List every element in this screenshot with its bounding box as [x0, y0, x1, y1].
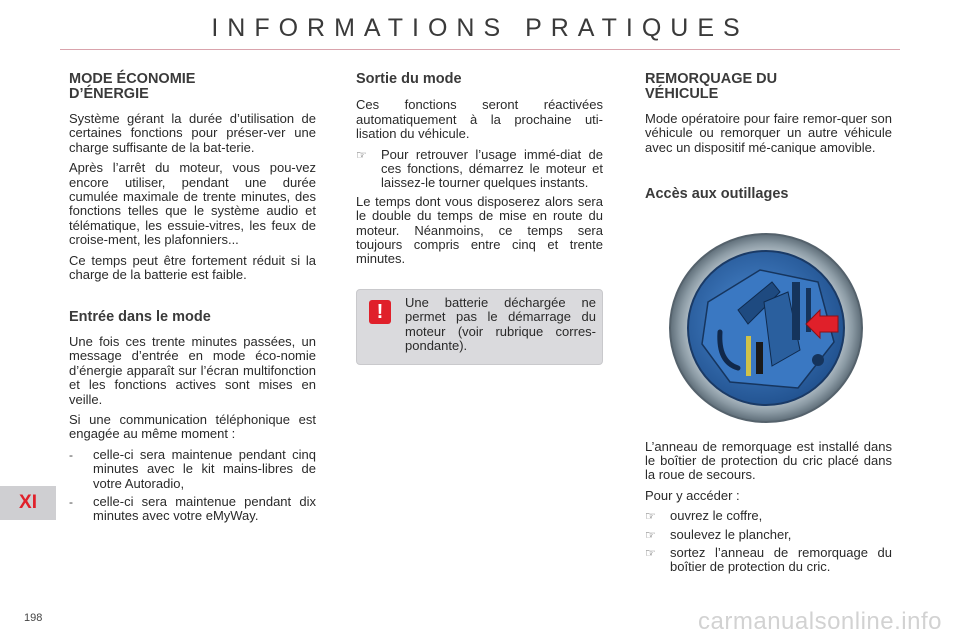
list-item: - celle-ci sera maintenue pendant cinq minutes avec le kit mains-libres de votre Autoradio, — [69, 446, 316, 491]
page-title: INFORMATIONS PRATIQUES — [211, 14, 749, 42]
spare-wheel-illustration — [668, 232, 882, 424]
list-item: ☞ sortez l’anneau de remorquage du boîtier de protection du cric. — [645, 545, 892, 575]
pointing-hand-icon: ☞ — [645, 527, 656, 542]
paragraph: Ce temps peut être fortement réduit si la charge de la batterie est faible. — [69, 252, 316, 283]
warning-text: Une batterie déchargée ne permet pas le démarrage du moteur (voir rubrique corres-pondante). — [405, 294, 596, 354]
list-item: - celle-ci sera maintenue pendant dix minutes avec votre eMyWay. — [69, 493, 316, 524]
paragraph: Une fois ces trente minutes passées, un message d’entrée en mode éco-nomie d’énergie apparaît sur l’écran multifonction et les fonctions actives sont mises en veille. — [69, 333, 316, 407]
column-energy-saving — [69, 72, 316, 528]
page-number: 198 — [24, 612, 43, 624]
subheading-tool-access: Accès aux outillages — [645, 186, 789, 203]
subheading-exit-mode: Sortie du mode — [356, 71, 462, 87]
warning-icon: ! — [369, 300, 391, 324]
list-item: ☞ ouvrez le coffre, — [645, 508, 763, 524]
paragraph: L’anneau de remorquage est installé dans le boîtier de protection du cric placé dans la roue de secours. — [645, 438, 892, 483]
paragraph: Le temps dont vous disposerez alors sera le double du temps de mise en route du moteur. Néanmoins, ce temps sera toujours compris entre cinq et trente minutes. — [356, 193, 603, 267]
paragraph: Système gérant la durée d’utilisation de certaines fonctions pour préser-ver une charge suffisante de la bat-terie. — [69, 111, 316, 155]
warning-box — [356, 289, 603, 365]
list-item: ☞ soulevez le plancher, — [645, 526, 792, 542]
column-exit-mode — [356, 72, 603, 365]
section-heading-energy-saving: MODE ÉCONOMIE D’ÉNERGIE — [69, 71, 196, 102]
list-item: ☞ Pour retrouver l’usage immé-diat de ces fonctions, démarrez le moteur et laissez-le tourner quelques instants. — [356, 146, 603, 191]
pointing-hand-icon: ☞ — [645, 509, 656, 524]
subheading-entry-mode: Entrée dans le mode — [69, 309, 211, 326]
dash-marker: - — [69, 447, 73, 462]
paragraph: Mode opératoire pour faire remor-quer son véhicule ou remorquer un autre véhicule avec un dispositif mé-canique amovible. — [645, 111, 892, 155]
paragraph: Ces fonctions seront réactivées automatiquement à la prochaine uti-lisation du véhicule. — [356, 97, 603, 142]
pointing-hand-icon: ☞ — [356, 147, 367, 162]
title-divider — [60, 49, 900, 50]
pointing-hand-icon: ☞ — [645, 546, 656, 561]
chapter-tab: XI — [0, 486, 56, 520]
paragraph: Si une communication téléphonique est engagée au même moment : — [69, 411, 316, 442]
watermark: carmanualsonline.info — [698, 608, 942, 635]
paragraph: Pour y accéder : — [645, 487, 740, 503]
dash-marker: - — [69, 494, 73, 509]
paragraph: Après l’arrêt du moteur, vous pou-vez encore utiliser, pendant une durée cumulée maximale de trente minutes, des fonctions telles que le système audio et télématique, les essuie-vitres, les feux de croise-ment, les plafonniers... — [69, 160, 316, 248]
section-heading-towing: REMORQUAGE DU VÉHICULE — [645, 71, 778, 102]
